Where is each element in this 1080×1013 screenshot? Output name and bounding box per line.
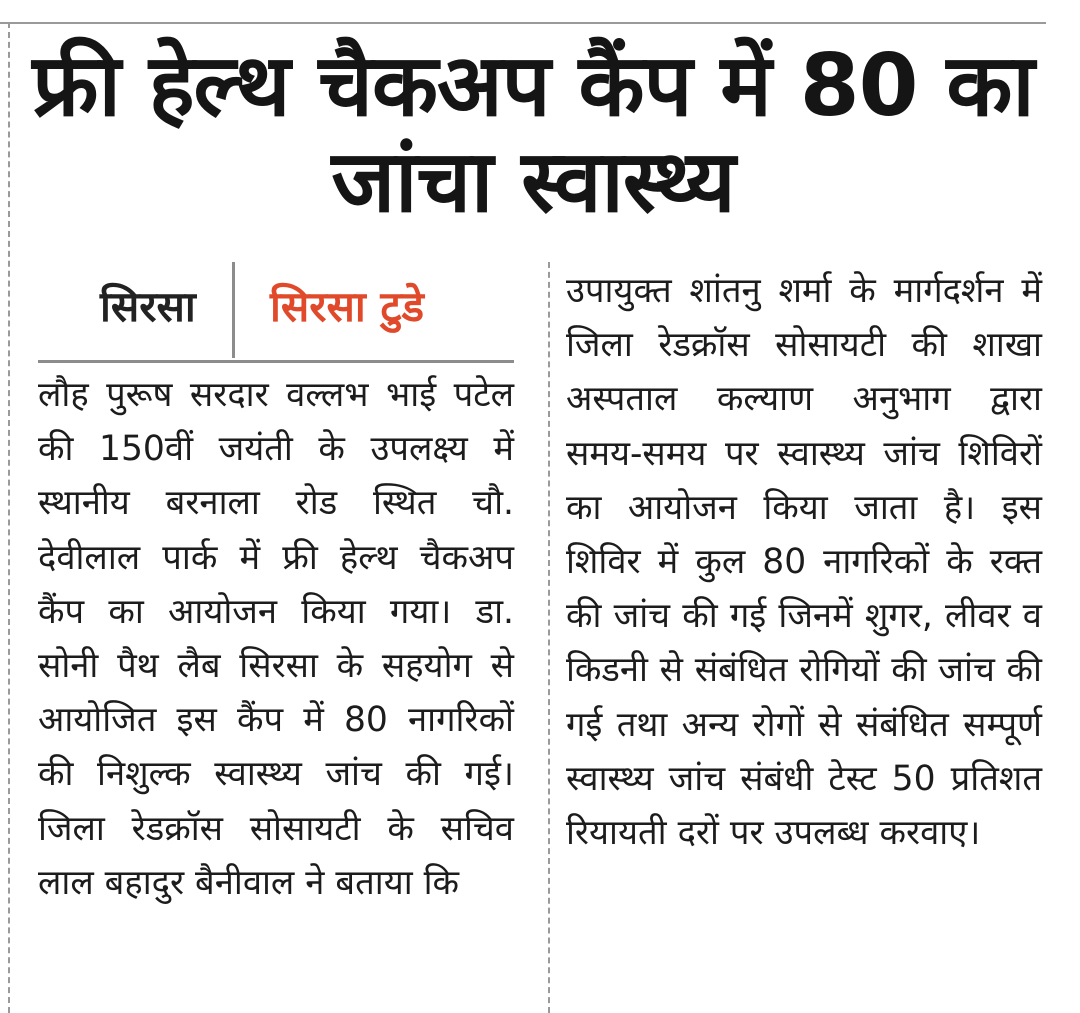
left-margin-rule xyxy=(8,22,10,1013)
top-rule xyxy=(0,22,1046,24)
article-paragraph-1: लौह पुरूष सरदार वल्लभ भाई पटेल की 150वीं जयंती के उपलक्ष्य में स्थानीय बरनाला रोड स्थित चौ. देवीलाल पार्क में फ्री हेल्थ चैकअप कैंप का आयोजन किया गया। डा. सोनी पैथ लैब सिरसा के सहयोग से आयोजित इस कैंप में 80 नागरिकों की निशुल्क स्वास्थ्य जांच की गई। जिला रेडक्रॉस सोसायटी के सचिव लाल बहादुर बैनीवाल ने बताया कि xyxy=(38,375,514,903)
column-separator xyxy=(548,262,550,1013)
headline: फ्री हेल्थ चैकअप कैंप में 80 का जांचा स्वास्थ्य xyxy=(32,36,1034,232)
newspaper-name: सिरसा टुडे xyxy=(270,282,424,331)
article-column-1 xyxy=(38,368,514,910)
byline-separator xyxy=(232,262,235,358)
byline xyxy=(38,262,514,363)
article-paragraph-2: उपायुक्त शांतनु शर्मा के मार्गदर्शन में जिला रेडक्रॉस सोसायटी की शाखा अस्पताल कल्याण अनुभाग द्वारा समय-समय पर स्वास्थ्य जांच शिविरों का आयोजन किया जाता है। इस शिविर में कुल 80 नागरिकों के रक्त की जांच की गई जिनमें शुगर, लीवर व किडनी से संबंधित रोगियों की जांच की गई तथा अन्य रोगों से संबंधित सम्पूर्ण स्वास्थ्य जांच संबंधी टेस्ट 50 प्रतिशत रियायती दरों पर उपलब्ध करवाए। xyxy=(566,271,1042,854)
dateline-city: सिरसा xyxy=(100,282,196,331)
article-column-2 xyxy=(566,264,1042,860)
